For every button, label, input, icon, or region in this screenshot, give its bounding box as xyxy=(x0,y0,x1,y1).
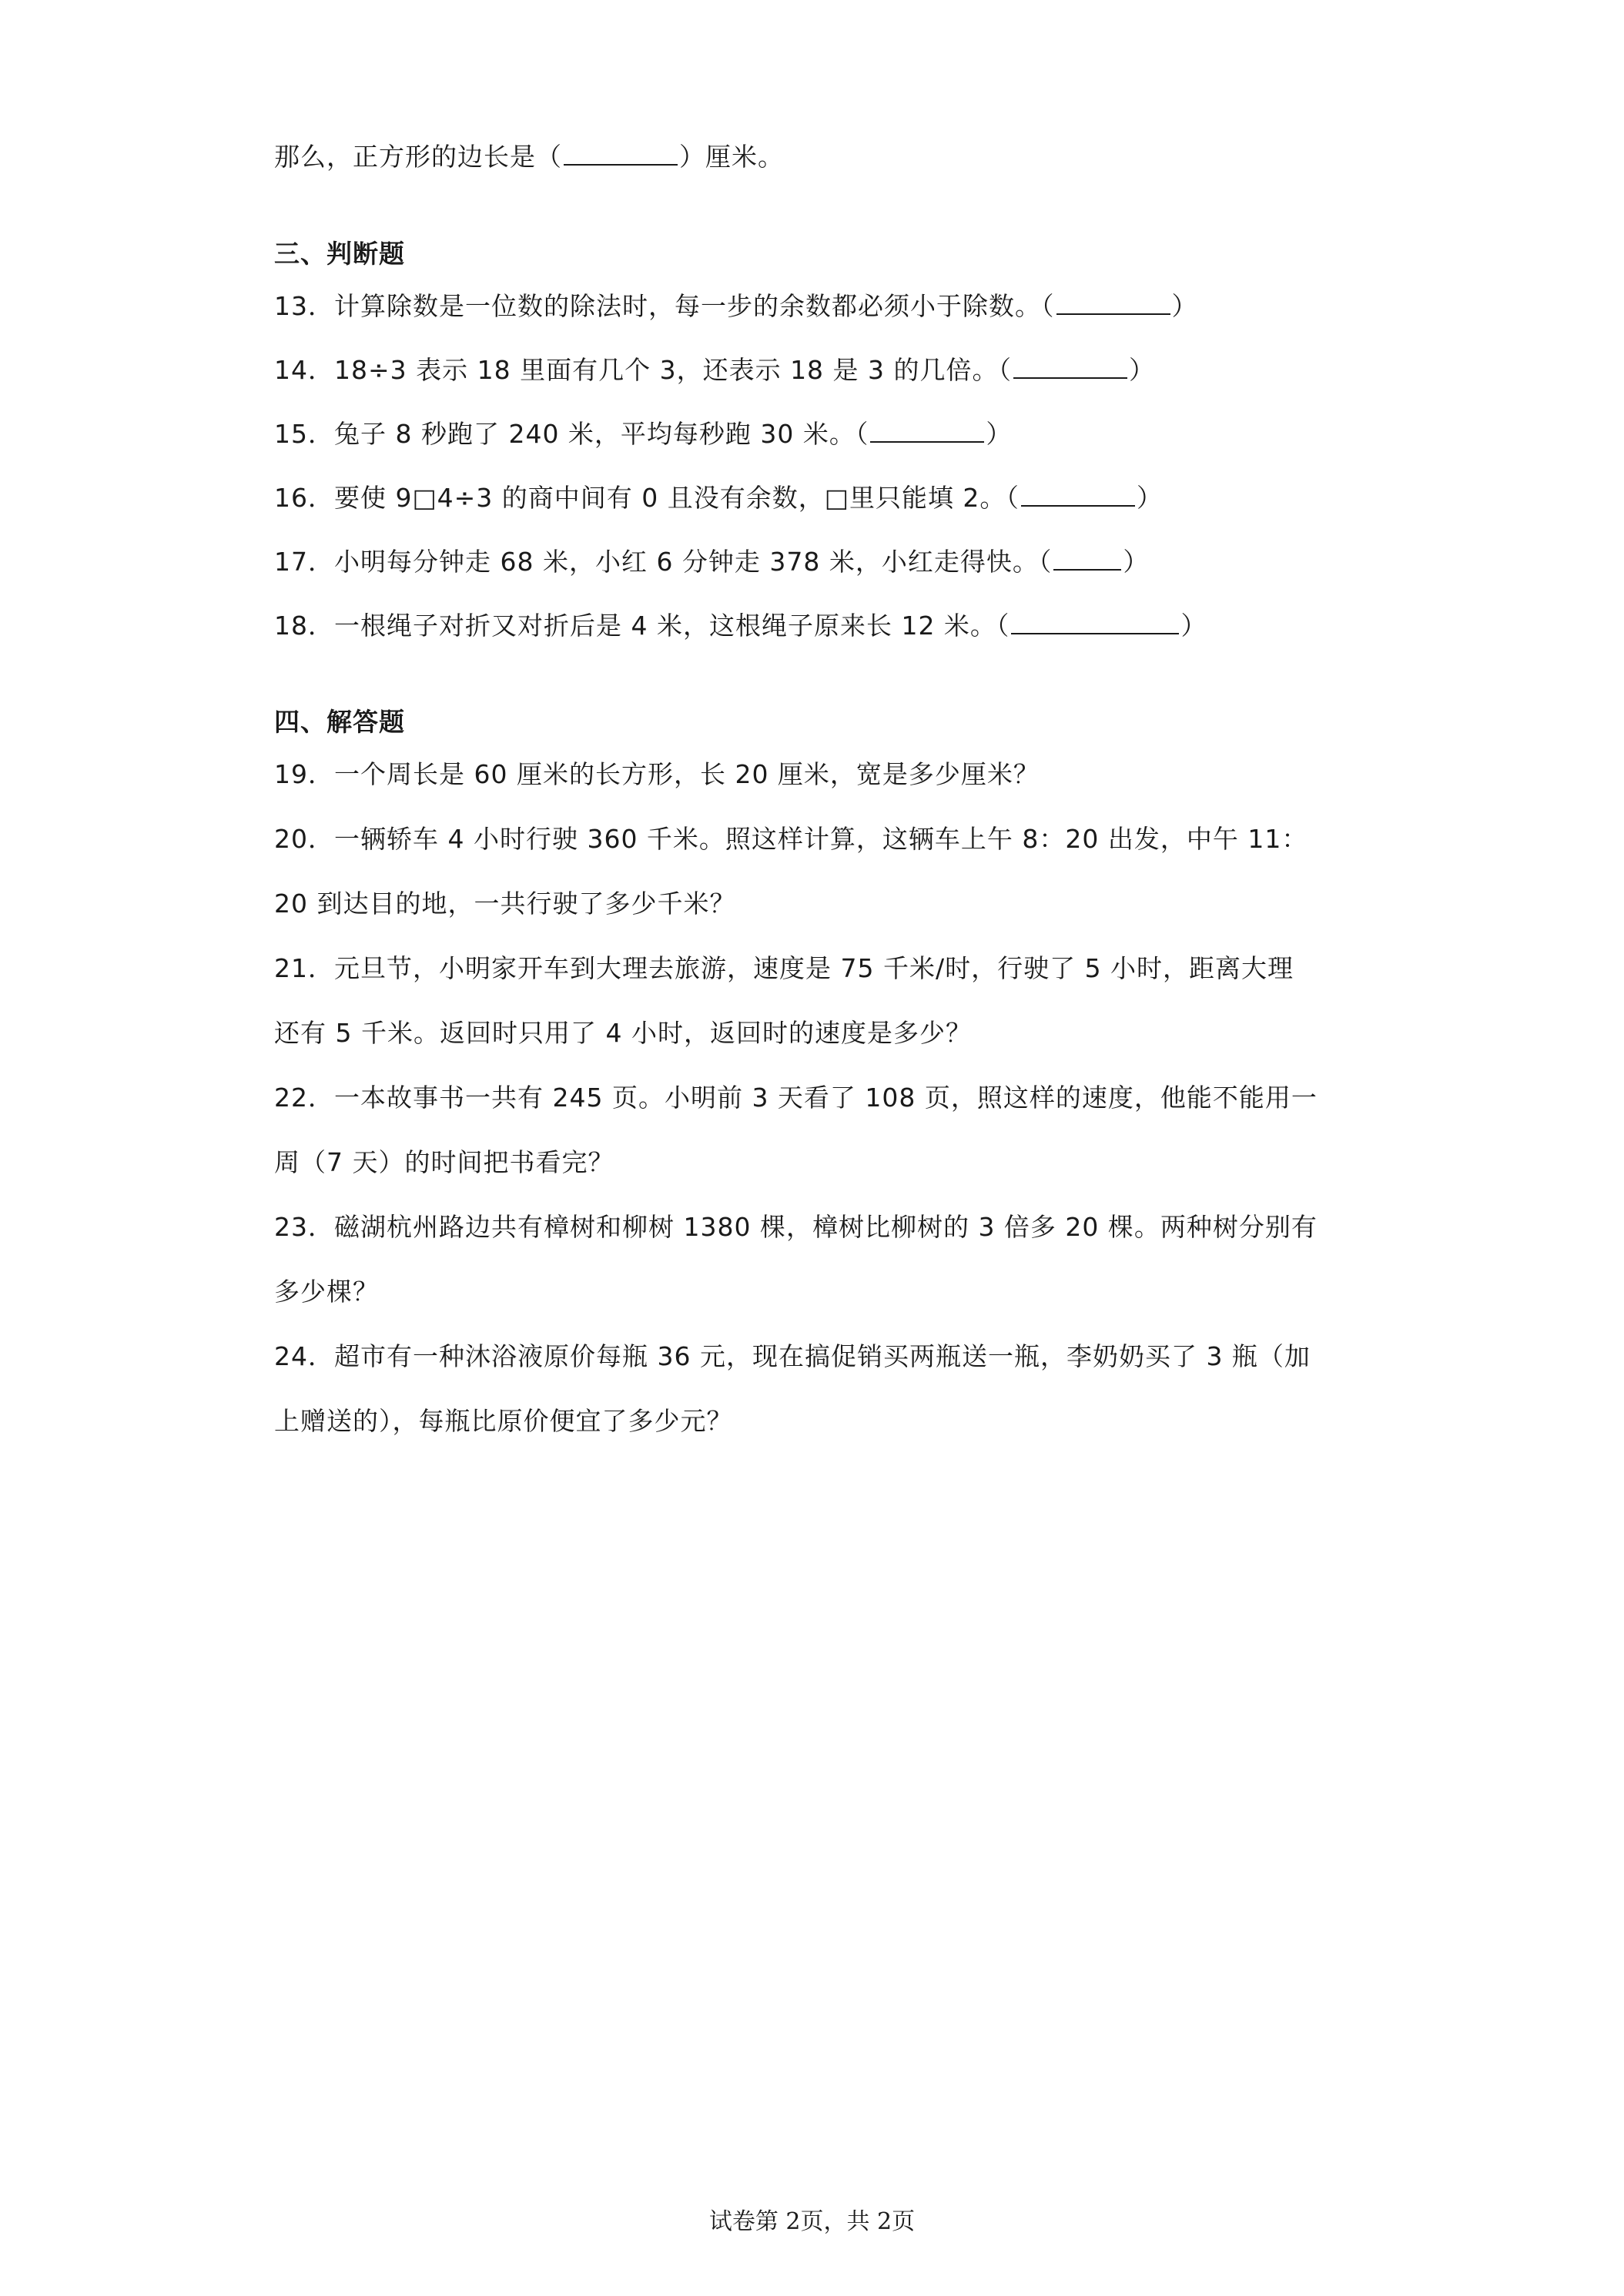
question-19: 19．一个周长是 60 厘米的长方形，长 20 厘米，宽是多少厘米？ xyxy=(274,759,1040,789)
question-text: 13．计算除数是一位数的除法时，每一步的余数都必须小于除数。（ xyxy=(274,291,1055,321)
question-23-line-2: 多少棵？ xyxy=(274,1277,379,1307)
question-14 xyxy=(274,353,1155,387)
question-text: ） xyxy=(1129,355,1156,385)
page-footer: 试卷第 2页，共 2页 xyxy=(708,2208,916,2235)
question-text: ） xyxy=(1180,611,1207,641)
question-24-line-1: 24．超市有一种沐浴液原价每瓶 36 元，现在搞促销买两瓶送一瓶，李奶奶买了 3 瓶（加 xyxy=(274,1341,1311,1371)
answer-blank[interactable] xyxy=(870,418,984,443)
question-text: 16．要使 9□4÷3 的商中间有 0 且没有余数，□里只能填 2。（ xyxy=(274,483,1020,513)
question-12-continuation xyxy=(274,140,784,174)
question-23-line-1: 23．磁湖杭州路边共有樟树和柳树 1380 棵，樟树比柳树的 3 倍多 20 棵。两种树分别有 xyxy=(274,1212,1318,1242)
question-13 xyxy=(274,290,1198,323)
question-text: ） xyxy=(1171,291,1198,321)
question-18 xyxy=(274,609,1207,643)
question-22-line-1: 22．一本故事书一共有 245 页。小明前 3 天看了 108 页，照这样的速度，他能不能用一 xyxy=(274,1083,1318,1113)
question-text: 17．小明每分钟走 68 米，小红 6 分钟走 378 米，小红走得快。（ xyxy=(274,547,1053,577)
answer-blank[interactable] xyxy=(1021,482,1135,507)
answer-blank[interactable] xyxy=(564,141,678,166)
question-24-line-2: 上赠送的），每瓶比原价便宜了多少元？ xyxy=(274,1406,733,1436)
question-text: ） xyxy=(1136,483,1163,513)
question-text: ）厘米。 xyxy=(679,142,784,172)
question-20-line-2: 20 到达目的地，一共行驶了多少千米？ xyxy=(274,889,736,919)
answer-blank[interactable] xyxy=(1053,546,1121,571)
question-text: ） xyxy=(986,419,1013,449)
answer-blank[interactable] xyxy=(1011,610,1179,634)
answer-blank[interactable] xyxy=(1056,290,1170,315)
section-heading-answer: 四、解答题 xyxy=(274,707,405,737)
answer-blank[interactable] xyxy=(1013,354,1127,379)
section-heading-judgement: 三、判断题 xyxy=(274,239,405,269)
question-text: 18．一根绳子对折又对折后是 4 米，这根绳子原来长 12 米。（ xyxy=(274,611,1010,641)
question-17 xyxy=(274,545,1149,579)
question-21-line-2: 还有 5 千米。返回时只用了 4 小时，返回时的速度是多少？ xyxy=(274,1018,972,1048)
question-text: ） xyxy=(1123,547,1150,577)
question-text: 14．18÷3 表示 18 里面有几个 3，还表示 18 是 3 的几倍。（ xyxy=(274,355,1013,385)
question-text: 那么，正方形的边长是（ xyxy=(274,142,562,172)
question-15 xyxy=(274,417,1012,451)
question-text: 15．兔子 8 秒跑了 240 米，平均每秒跑 30 米。（ xyxy=(274,419,869,449)
question-21-line-1: 21．元旦节，小明家开车到大理去旅游，速度是 75 千米/时，行驶了 5 小时，距离大理 xyxy=(274,953,1294,983)
question-22-line-2: 周（7 天）的时间把书看完？ xyxy=(274,1147,614,1177)
question-16 xyxy=(274,481,1163,515)
question-20-line-1: 20．一辆轿车 4 小时行驶 360 千米。照这样计算，这辆车上午 8：20 出发，中午 11： xyxy=(274,824,1308,854)
